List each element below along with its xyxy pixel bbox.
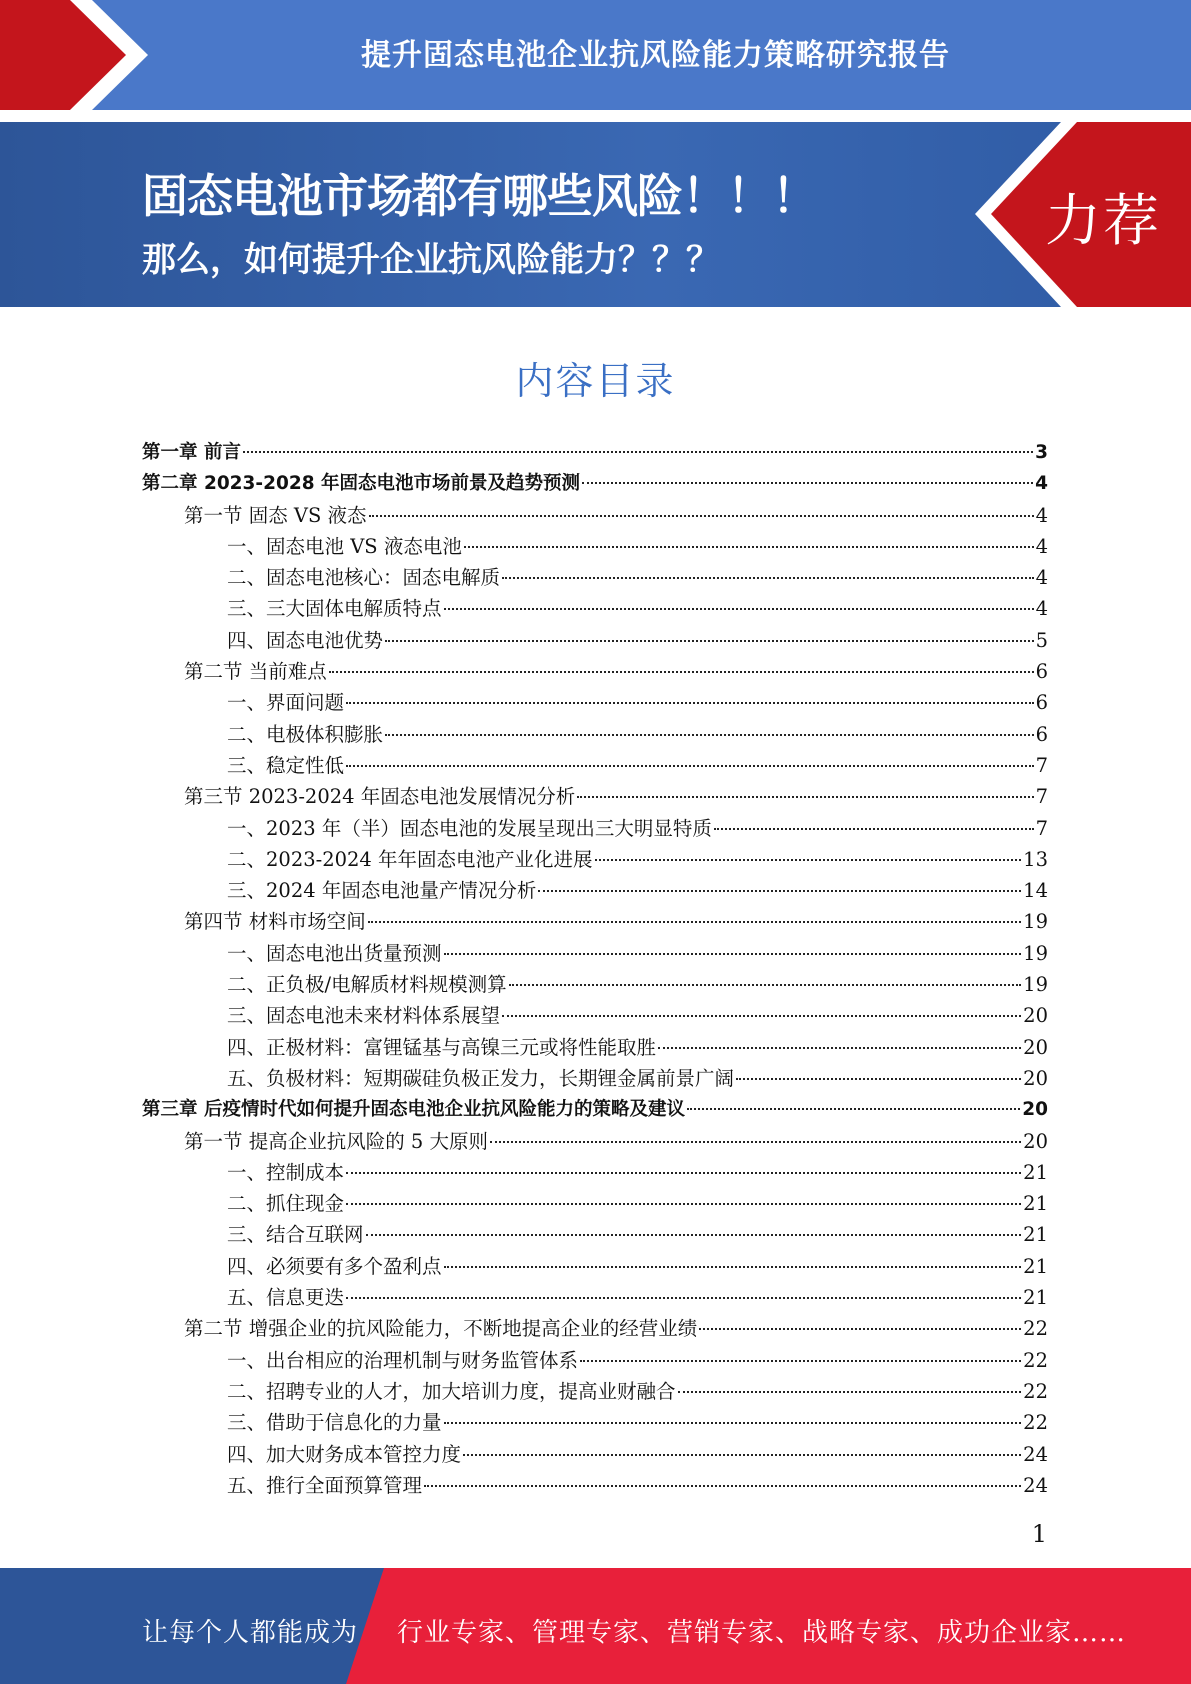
toc-entry-page: 22 [1023, 1317, 1048, 1341]
toc-dot-leader [502, 1015, 1021, 1017]
toc-entry[interactable] [142, 813, 1048, 844]
toc-entry[interactable] [142, 1345, 1048, 1376]
toc-entry[interactable] [142, 656, 1048, 687]
toc-entry[interactable] [142, 1251, 1048, 1282]
report-title: 提升固态电池企业抗风险能力策略研究报告 [361, 38, 950, 73]
toc-entry-title: 第三章 后疫情时代如何提升固态电池企业抗风险能力的策略及建议 [142, 1099, 685, 1121]
toc-entry-page: 19 [1023, 973, 1048, 997]
footer-band [0, 1568, 1191, 1684]
toc-entry-page: 21 [1023, 1192, 1048, 1216]
toc-entry[interactable] [142, 1063, 1048, 1094]
toc-entry-title: 三、固态电池未来材料体系展望 [227, 1004, 501, 1028]
toc-dot-leader [346, 702, 1034, 704]
toc-entry-title: 一、固态电池出货量预测 [227, 941, 442, 965]
toc-dot-leader [243, 451, 1033, 453]
toc-dot-leader [509, 984, 1022, 986]
recommend-badge: 力荐 [1045, 189, 1161, 254]
toc-entry-title: 二、固态电池核心：固态电解质 [227, 566, 501, 590]
toc-entry[interactable] [142, 562, 1048, 593]
toc-dot-leader [346, 1203, 1021, 1205]
toc-dot-leader [444, 608, 1034, 610]
toc-entry-title: 一、2023 年（半）固态电池的发展呈现出三大明显特质 [227, 816, 712, 840]
toc-entry-page: 20 [1023, 1066, 1048, 1090]
toc-entry[interactable] [142, 1313, 1048, 1344]
toc-entry-page: 6 [1035, 660, 1048, 684]
toc-dot-leader [658, 1047, 1021, 1049]
toc-entry-title: 二、招聘专业的人才，加大培训力度，提高业财融合 [227, 1379, 676, 1403]
toc-entry-page: 7 [1035, 753, 1048, 777]
toc-dot-leader [678, 1391, 1022, 1393]
toc-entry-title: 一、出台相应的治理机制与财务监管体系 [227, 1348, 579, 1372]
toc-dot-leader [444, 1422, 1022, 1424]
toc-entry[interactable] [142, 1000, 1048, 1031]
toc-dot-leader [736, 1078, 1021, 1080]
toc-entry[interactable] [142, 1157, 1048, 1188]
toc-dot-leader [595, 859, 1022, 861]
toc-entry[interactable] [142, 1188, 1048, 1219]
toc-entry[interactable] [142, 500, 1048, 531]
toc-entry[interactable] [142, 906, 1048, 937]
toc-entry-page: 3 [1035, 442, 1048, 463]
toc-entry-title: 第一章 前言 [142, 442, 241, 463]
footer-slogan-right: 行业专家、管理专家、营销专家、战略专家、成功企业家…… [397, 1618, 1127, 1648]
toc-dot-leader [699, 1328, 1021, 1330]
toc-entry-title: 五、信息更迭 [227, 1286, 345, 1310]
toc-entry-page: 14 [1023, 879, 1048, 903]
toc-entry[interactable] [142, 437, 1048, 468]
toc-entry[interactable] [142, 1032, 1048, 1063]
toc-entry-page: 7 [1035, 785, 1048, 809]
toc-entry-page: 19 [1023, 941, 1048, 965]
toc-entry[interactable] [142, 531, 1048, 562]
toc-entry-page: 24 [1023, 1473, 1048, 1497]
toc-entry-title: 三、三大固体电解质特点 [227, 597, 442, 621]
toc-entry[interactable] [142, 938, 1048, 969]
toc-entry-title: 四、固态电池优势 [227, 628, 384, 652]
toc-entry[interactable] [142, 781, 1048, 812]
toc-dot-leader [346, 1172, 1021, 1174]
toc-dot-leader [385, 640, 1034, 642]
toc-entry-page: 21 [1023, 1286, 1048, 1310]
toc-dot-leader [346, 765, 1034, 767]
toc-entry-title: 第三节 2023-2024 年固态电池发展情况分析 [184, 785, 576, 809]
toc-entry-page: 4 [1035, 566, 1048, 590]
toc-entry-page: 22 [1023, 1348, 1048, 1372]
toc-entry[interactable] [142, 687, 1048, 718]
toc-dot-leader [464, 546, 1034, 548]
footer-slogan-left: 让每个人都能成为 [142, 1618, 359, 1648]
page-number: 1 [1031, 1520, 1047, 1548]
toc-entry-title: 第二章 2023-2028 年固态电池市场前景及趋势预测 [142, 473, 581, 495]
toc-entry-page: 6 [1035, 691, 1048, 715]
toc-entry-page: 4 [1035, 597, 1048, 621]
toc-entry-title: 三、借助于信息化的力量 [227, 1411, 442, 1435]
toc-dot-leader [538, 890, 1021, 892]
toc-entry-title: 第一节 固态 VS 液态 [184, 503, 367, 527]
toc-entry-page: 20 [1023, 1004, 1048, 1028]
toc-entry-page: 24 [1023, 1442, 1048, 1466]
toc-dot-leader [582, 482, 1033, 484]
toc-entry-page: 22 [1023, 1379, 1048, 1403]
toc-entry[interactable] [142, 750, 1048, 781]
toc-entry[interactable] [142, 1126, 1048, 1157]
toc-dot-leader [369, 515, 1034, 517]
toc-entry-page: 4 [1035, 534, 1048, 558]
toc-entry[interactable] [142, 593, 1048, 624]
toc-entry-page: 20 [1023, 1129, 1048, 1153]
toc-entry-page: 6 [1035, 722, 1048, 746]
toc-entry[interactable] [142, 625, 1048, 656]
toc-dot-leader [502, 577, 1034, 579]
toc-entry-title: 二、电极体积膨胀 [227, 722, 384, 746]
toc-entry-page: 20 [1023, 1035, 1048, 1059]
toc-dot-leader [444, 1266, 1022, 1268]
toc-entry[interactable] [142, 1282, 1048, 1313]
toc-dot-leader [424, 1485, 1021, 1487]
toc-entry-title: 第二节 增强企业的抗风险能力，不断地提高企业的经营业绩 [184, 1317, 698, 1341]
toc-entry-title: 第四节 材料市场空间 [184, 910, 366, 934]
toc-dot-leader [444, 953, 1022, 955]
toc-dot-leader [687, 1108, 1020, 1110]
toc-entry-title: 三、结合互联网 [227, 1223, 364, 1247]
toc-dot-leader [580, 1360, 1021, 1362]
toc-dot-leader [368, 921, 1021, 923]
toc-entry-title: 四、加大财务成本管控力度 [227, 1442, 462, 1466]
toc-entry-title: 一、界面问题 [227, 691, 345, 715]
toc-entry[interactable] [142, 719, 1048, 750]
toc-entry[interactable] [142, 1439, 1048, 1470]
toc-entry-title: 一、控制成本 [227, 1160, 345, 1184]
toc-dot-leader [366, 1234, 1022, 1236]
toc-entry[interactable] [142, 468, 1048, 499]
toc-entry-page: 4 [1035, 473, 1048, 495]
toc-entry-title: 五、负极材料：短期碳硅负极正发力，长期锂金属前景广阔 [227, 1066, 735, 1090]
toc-entry-title: 四、正极材料：富锂锰基与高镍三元或将性能取胜 [227, 1035, 657, 1059]
toc-entry-title: 五、推行全面预算管理 [227, 1473, 423, 1497]
toc-entry[interactable] [142, 1376, 1048, 1407]
toc-entry-page: 21 [1023, 1223, 1048, 1247]
toc-entry-title: 二、2023-2024 年年固态电池产业化进展 [227, 847, 593, 871]
toc-entry-page: 21 [1023, 1160, 1048, 1184]
toc-entry-title: 第二节 当前难点 [184, 660, 327, 684]
toc-entry[interactable] [142, 1219, 1048, 1250]
toc-entry-title: 四、必须要有多个盈利点 [227, 1254, 442, 1278]
toc-entry-title: 二、抓住现金 [227, 1192, 345, 1216]
toc-dot-leader [577, 796, 1033, 798]
toc-entry-title: 三、稳定性低 [227, 753, 345, 777]
toc-entry-page: 7 [1035, 816, 1048, 840]
toc-entry[interactable] [142, 844, 1048, 875]
toc-entry-page: 22 [1023, 1411, 1048, 1435]
toc-title: 内容目录 [515, 359, 676, 403]
toc-dot-leader [714, 828, 1034, 830]
toc-entry-page: 20 [1022, 1099, 1048, 1121]
toc-entry-page: 4 [1035, 503, 1048, 527]
toc-dot-leader [346, 1297, 1021, 1299]
toc-entry-page: 19 [1023, 910, 1048, 934]
hero-banner [0, 122, 1191, 307]
toc-entry[interactable] [142, 1407, 1048, 1438]
toc-entry-page: 5 [1035, 628, 1048, 652]
toc-entry[interactable] [142, 1094, 1048, 1125]
toc-entry-title: 一、固态电池 VS 液态电池 [227, 534, 462, 558]
toc-entry-title: 二、正负极/电解质材料规模测算 [227, 973, 507, 997]
hero-subheadline: 那么，如何提升企业抗风险能力？？？ [142, 240, 720, 280]
toc-entry[interactable] [142, 1470, 1048, 1501]
toc-entry[interactable] [142, 875, 1048, 906]
toc-dot-leader [329, 671, 1034, 673]
red-chevron-decoration [0, 0, 160, 110]
toc-entry-title: 第一节 提高企业抗风险的 5 大原则 [184, 1129, 489, 1153]
hero-headline: 固态电池市场都有哪些风险！！！ [142, 169, 817, 223]
header-band [0, 0, 1191, 110]
table-of-contents [142, 437, 1048, 1501]
toc-dot-leader [385, 734, 1034, 736]
toc-entry-page: 21 [1023, 1254, 1048, 1278]
toc-entry-title: 三、2024 年固态电池量产情况分析 [227, 879, 537, 903]
toc-entry-page: 13 [1023, 847, 1048, 871]
toc-entry[interactable] [142, 969, 1048, 1000]
toc-dot-leader [490, 1141, 1021, 1143]
toc-dot-leader [463, 1454, 1021, 1456]
